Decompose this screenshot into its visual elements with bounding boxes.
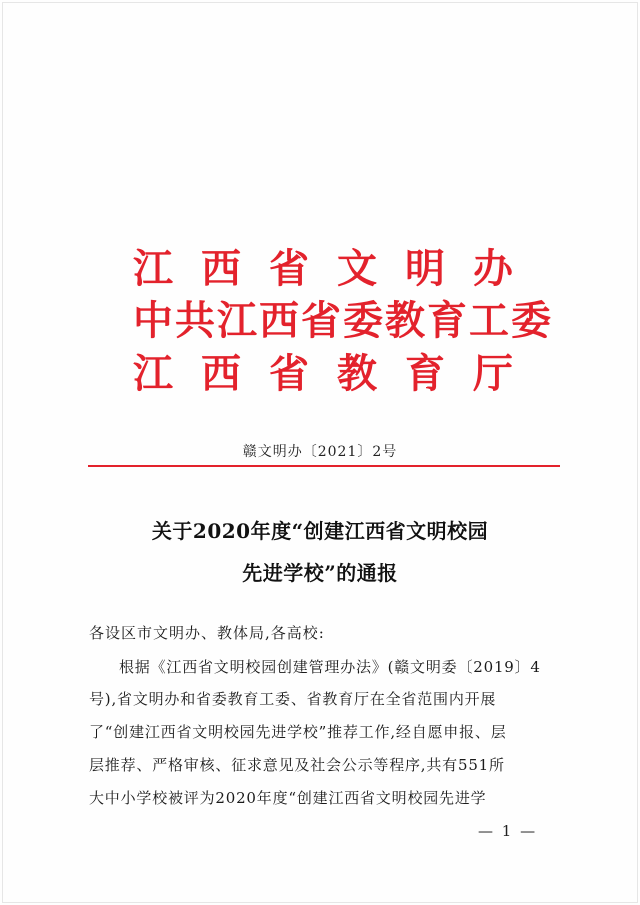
salutation: 各设区市文明办、教体局,各高校:: [89, 624, 325, 642]
body-text-line: 根据《江西省文明校园创建管理办法》(赣文明委〔2019〕4: [119, 658, 541, 676]
page-number: — 1 —: [478, 822, 538, 840]
body-text-line: 层推荐、严格审核、征求意见及社会公示等程序,共有551所: [89, 756, 505, 774]
issuer-line-1: 江西省文明办: [133, 245, 541, 292]
red-divider-line: [88, 465, 560, 467]
document-title-line-2: 先进学校”的通报: [242, 561, 398, 585]
issuer-line-2: 中共江西省委教育工委: [133, 297, 553, 344]
issuer-line-3: 江西省教育厅: [133, 350, 541, 397]
document-number: 赣文明办〔2021〕2号: [242, 444, 398, 460]
document-title-line-1: 关于2020年度“创建江西省文明校园: [151, 519, 489, 543]
body-text-line: 号),省文明办和省委教育工委、省教育厅在全省范围内开展: [89, 690, 497, 708]
body-text-line: 了“创建江西省文明校园先进学校”推荐工作,经自愿申报、层: [89, 723, 507, 741]
body-text-line: 大中小学校被评为2020年度“创建江西省文明校园先进学: [89, 789, 487, 807]
